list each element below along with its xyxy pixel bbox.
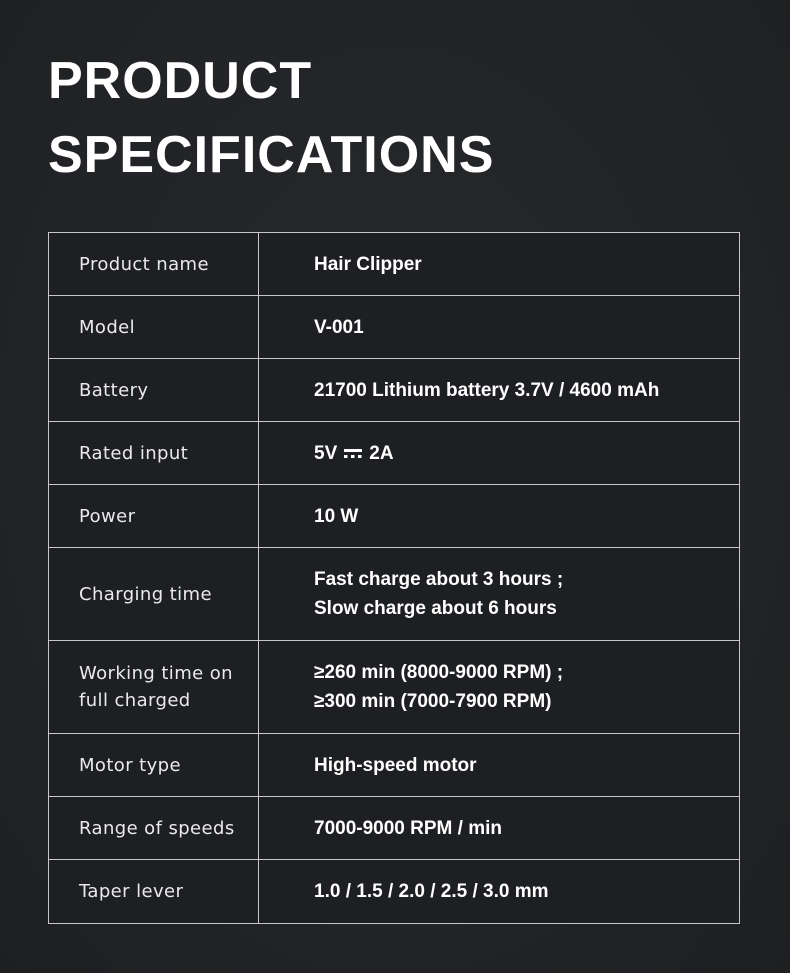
page-title xyxy=(48,44,742,192)
spec-value-line2: Slow charge about 6 hours xyxy=(314,598,557,619)
table-row-charging-time xyxy=(49,548,739,641)
table-row-range-of-speeds xyxy=(49,797,739,860)
spec-value xyxy=(259,641,739,733)
spec-value-line2: ≥300 min (7000-7900 RPM) xyxy=(314,691,552,712)
spec-value: 7000-9000 RPM / min xyxy=(314,817,502,839)
spec-label: Battery xyxy=(49,359,259,421)
spec-label: Rated input xyxy=(49,422,259,484)
spec-value: 21700 Lithium battery 3.7V / 4600 mAh xyxy=(314,379,660,401)
table-row-product-name xyxy=(49,233,739,296)
table-row-working-time xyxy=(49,641,739,734)
spec-label: Power xyxy=(49,485,259,547)
spec-label: Working time on full charged xyxy=(49,641,259,733)
spec-label: Taper lever xyxy=(49,860,259,923)
page-title-line1: PRODUCT xyxy=(48,52,313,110)
spec-value-line1: ≥260 min (8000-9000 RPM) ; xyxy=(314,662,564,683)
direct-current-icon xyxy=(344,449,362,459)
spec-label: Charging time xyxy=(49,548,259,640)
spec-value-line1: Fast charge about 3 hours ; xyxy=(314,569,564,590)
spec-value xyxy=(259,548,739,640)
table-row-rated-input xyxy=(49,422,739,485)
spec-value: V-001 xyxy=(314,316,364,338)
table-row-model xyxy=(49,296,739,359)
spec-value: Hair Clipper xyxy=(314,253,422,275)
spec-table xyxy=(48,232,740,924)
spec-value xyxy=(259,422,739,484)
spec-label: Model xyxy=(49,296,259,358)
spec-value: 10 W xyxy=(314,505,359,527)
table-row-power xyxy=(49,485,739,548)
spec-label: Range of speeds xyxy=(49,797,259,859)
table-row-motor-type xyxy=(49,734,739,797)
page-title-line2: SPECIFICATIONS xyxy=(48,126,495,184)
spec-label: Motor type xyxy=(49,734,259,796)
spec-label: Product name xyxy=(49,233,259,295)
spec-value: 1.0 / 1.5 / 2.0 / 2.5 / 3.0 mm xyxy=(314,881,549,902)
spec-value-lines xyxy=(314,565,563,623)
rated-input-voltage: 5V xyxy=(314,442,338,464)
table-row-taper-lever xyxy=(49,860,739,923)
spec-value-lines xyxy=(314,658,563,716)
rated-input-value xyxy=(314,439,394,468)
spec-value: High-speed motor xyxy=(314,754,477,776)
rated-input-current: 2A xyxy=(369,442,394,464)
table-row-battery xyxy=(49,359,739,422)
